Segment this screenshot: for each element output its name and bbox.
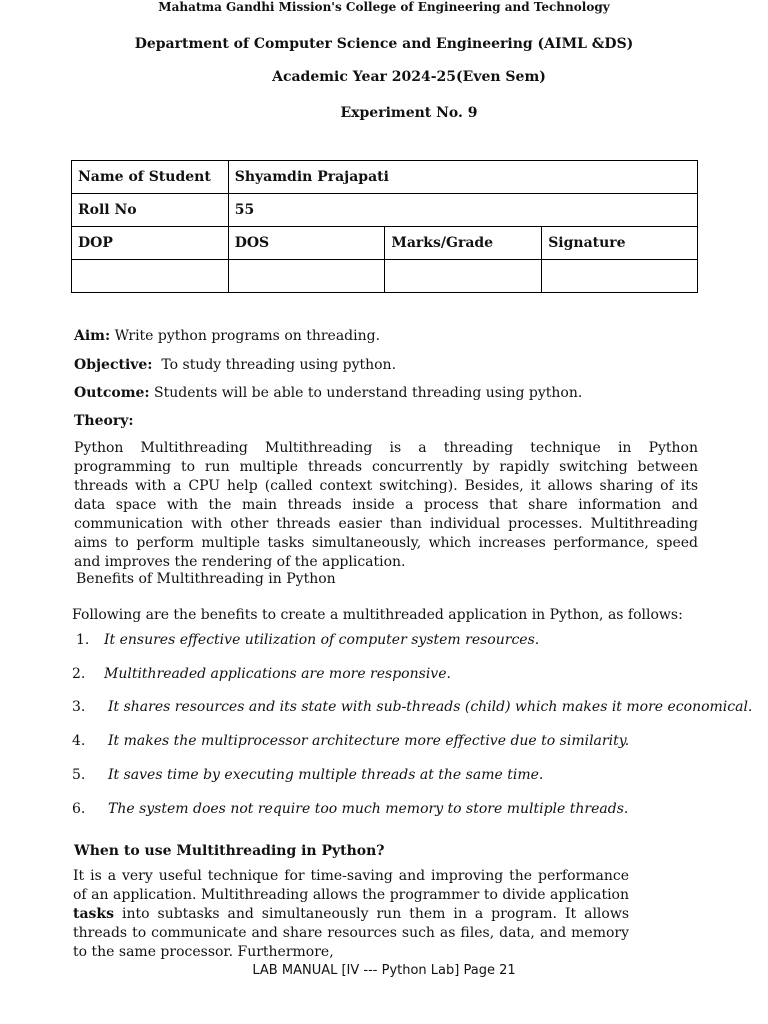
list-item xyxy=(72,666,451,682)
list-item-number: 6. xyxy=(72,801,86,817)
list-item-text: It makes the multiprocessor architecture more effective due to similarity. xyxy=(108,733,630,749)
dop-value-cell xyxy=(72,260,229,293)
theory-label: Theory: xyxy=(74,413,134,429)
outcome-line xyxy=(74,384,698,403)
list-item xyxy=(72,699,752,715)
name-label-cell: Name of Student xyxy=(72,161,229,194)
page-footer: LAB MANUAL [IV --- Python Lab] Page 21 xyxy=(252,963,516,978)
when-text-end: into subtasks and simultaneously run them in a program. It allows threads to communicate and share resources such as files, data, and memory to the same processor. Furthermore, xyxy=(73,906,629,960)
list-item-text: It shares resources and its state with sub-threads (child) which makes it more economical. xyxy=(108,699,753,715)
signature-label-cell: Signature xyxy=(542,227,698,260)
aim-text: Write python programs on threading. xyxy=(110,328,381,344)
roll-value-cell: 55 xyxy=(228,194,697,227)
list-item-number: 4. xyxy=(72,733,86,749)
dop-label-cell: DOP xyxy=(72,227,229,260)
experiment-number: Experiment No. 9 xyxy=(340,105,478,121)
student-info-table xyxy=(71,160,698,293)
name-value-cell: Shyamdin Prajapati xyxy=(228,161,697,194)
table-row xyxy=(72,260,698,293)
marks-value-cell xyxy=(385,260,542,293)
when-heading xyxy=(74,842,698,861)
aim-label: Aim: xyxy=(74,328,111,344)
list-item xyxy=(72,767,543,783)
table-row xyxy=(72,161,698,194)
objective-text: To study threading using python. xyxy=(152,357,397,373)
table-row xyxy=(72,227,698,260)
table-row xyxy=(72,194,698,227)
list-item xyxy=(72,801,628,817)
list-item-number: 5. xyxy=(72,767,86,783)
department-title: Department of Computer Science and Engineering (AIML &DS) xyxy=(134,36,634,52)
outcome-text: Students will be able to understand threading using python. xyxy=(149,385,583,401)
list-item xyxy=(72,733,629,749)
dos-label-cell: DOS xyxy=(228,227,385,260)
theory-paragraph: Python Multithreading Multithreading is a threading technique in Python programming to run multiple threads concurrently by rapidly switching between threads with a CPU help (called context switching). Besides, it allows sharing of its data space with the main threads inside a process that share information and communication with other threads easier than individual processes. Multithreading aims to perform multiple tasks simultaneously, which increases performance, speed and improves the rendering of the application. xyxy=(74,440,698,570)
list-item-text: It ensures effective utilization of computer system resources. xyxy=(104,632,540,648)
when-paragraph xyxy=(73,867,629,962)
signature-value-cell xyxy=(542,260,698,293)
dos-value-cell xyxy=(228,260,385,293)
list-item-number: 1. xyxy=(76,632,90,648)
list-item-number: 2. xyxy=(72,666,86,682)
college-name: Mahatma Gandhi Mission's College of Engineering and Technology xyxy=(158,0,610,14)
theory-heading xyxy=(74,412,698,431)
list-item-text: Multithreaded applications are more responsive. xyxy=(104,666,451,682)
list-item-number: 3. xyxy=(72,699,86,715)
academic-year: Academic Year 2024-25(Even Sem) xyxy=(272,69,546,85)
when-heading-text: When to use Multithreading in Python? xyxy=(74,843,385,859)
objective-label: Objective: xyxy=(74,357,153,373)
objective-line xyxy=(74,356,698,375)
roll-label-cell: Roll No xyxy=(72,194,229,227)
list-item-text: It saves time by executing multiple threads at the same time. xyxy=(108,767,544,783)
list-item xyxy=(76,632,539,648)
when-text-start: It is a very useful technique for time-saving and improving the performance of an application. Multithreading allows the programmer to divide application xyxy=(73,868,629,903)
marks-label-cell: Marks/Grade xyxy=(385,227,542,260)
when-bold-word: tasks xyxy=(73,906,115,922)
benefits-heading: Benefits of Multithreading in Python xyxy=(76,571,336,587)
list-item-text: The system does not require too much memory to store multiple threads. xyxy=(108,801,629,817)
outcome-label: Outcome: xyxy=(74,385,150,401)
benefits-intro: Following are the benefits to create a multithreaded application in Python, as follows: xyxy=(72,607,683,623)
aim-line xyxy=(74,327,698,346)
